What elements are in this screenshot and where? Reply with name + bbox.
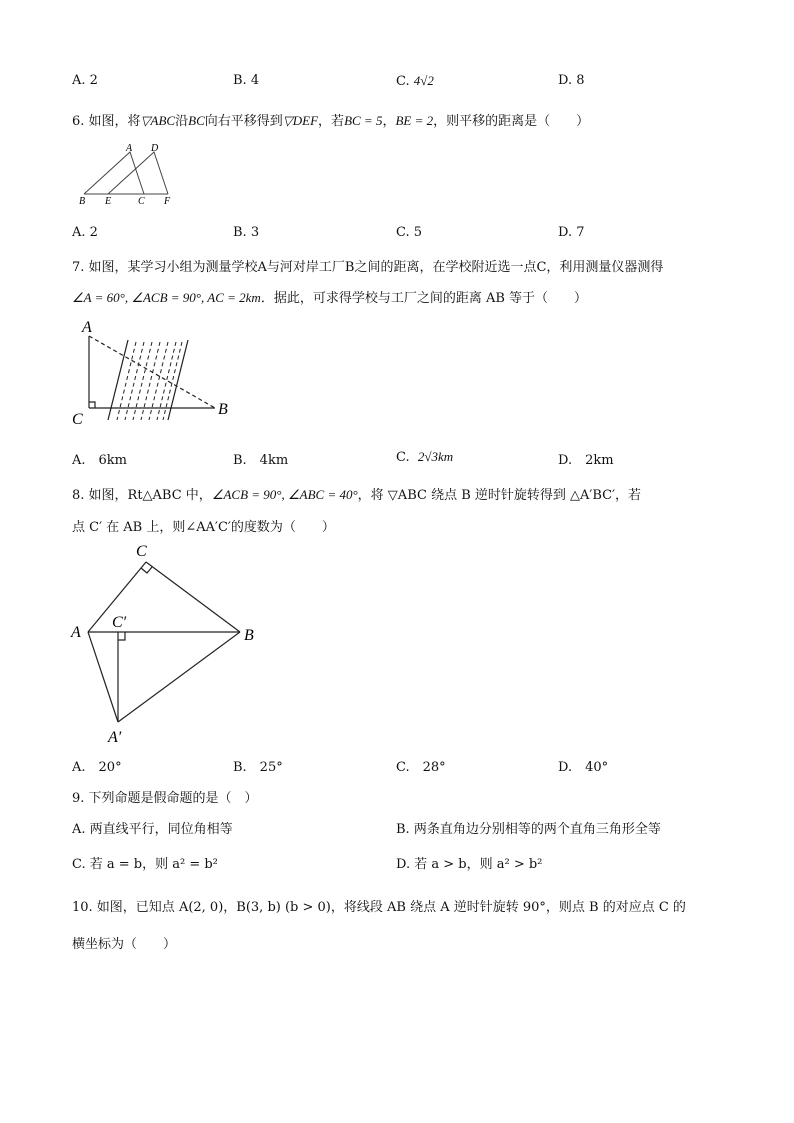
right-angle-mark-C (141, 567, 152, 573)
q6-option-b: B. 3 (233, 225, 260, 240)
q7-option-a: A. 6km (72, 453, 127, 468)
q7-option-d: D. 2km (558, 453, 614, 468)
q9-stem: 9. 下列命题是假命题的是（ ） (72, 791, 258, 806)
label-C: C (136, 543, 147, 560)
q10-stem-line1: 10. 如图，已知点 A(2, 0)，B(3, b) (b > 0)，将线段 AB 绕点 A 逆时针旋转 90°，则点 B 的对应点 C 的 (72, 900, 686, 915)
label-A: A (82, 319, 92, 336)
label-A-prime: A′ (108, 729, 122, 746)
q5-option-b: B. 4 (233, 73, 260, 88)
q5-option-c: C. 4√2 (396, 73, 434, 89)
q7-option-c: C. 2√3km (396, 449, 454, 465)
segment-AB-dashed (89, 336, 215, 408)
q6-option-d: D. 7 (558, 225, 585, 240)
q5-option-d: D. 8 (558, 73, 585, 88)
q6-option-c: C. 5 (396, 225, 423, 240)
q8-stem-line1: 8. 如图，Rt△ABC 中，∠ACB = 90°, ∠ABC = 40°，将 ▽ABC 绕点 B 逆时针旋转得到 △A′BC′，若 (72, 487, 642, 503)
q6-stem: 6. 如图，将▽ABC沿BC向右平移得到▽DEF，若BC = 5，BE = 2，则平移的距离是（ ） (72, 113, 590, 129)
label-E: E (105, 196, 112, 207)
label-B: B (79, 196, 86, 207)
q8-option-b: B. 25° (233, 760, 283, 775)
q9-option-c: C. 若 a = b，则 a² = b² (72, 857, 218, 872)
label-B: B (218, 401, 228, 418)
right-angle-mark (89, 402, 95, 408)
q10-stem-line2: 横坐标为（ ） (72, 937, 177, 952)
q6-option-a: A. 2 (72, 225, 98, 240)
label-A: A (126, 143, 133, 154)
label-C-prime: C′ (112, 614, 127, 631)
q8-option-d: D. 40° (558, 760, 609, 775)
q7-option-c-value: 2√3km (417, 449, 454, 464)
triangle-abc (84, 152, 144, 194)
q9-option-d: D. 若 a > b，则 a² > b² (396, 857, 543, 872)
label-A: A (71, 624, 81, 641)
q6-translation-diagram (74, 142, 184, 208)
q8-rotation-diagram (68, 540, 268, 746)
q8-stem-line2: 点 C′ 在 AB 上，则∠AA′C′的度数为（ ） (72, 520, 335, 535)
triangle-def (108, 152, 168, 194)
label-B: B (244, 627, 254, 644)
segment-A2B (118, 632, 240, 722)
q7-stem-line2: ∠A = 60°, ∠ACB = 90°, AC = 2km．据此，可求得学校与工厂之间的距离 AB 等于（ ） (72, 290, 588, 306)
label-D: D (151, 143, 159, 154)
label-C: C (72, 411, 83, 428)
q9-option-a: A. 两直线平行，同位角相等 (72, 822, 233, 837)
label-F: F (164, 196, 171, 207)
q5-option-c-value: 4√2 (413, 73, 434, 88)
q8-option-a: A. 20° (72, 760, 122, 775)
segment-CB (146, 562, 240, 632)
label-C: C (138, 196, 145, 207)
q5-option-a: A. 2 (72, 73, 98, 88)
right-angle-mark-C2 (118, 632, 125, 640)
q7-river-diagram (70, 316, 240, 428)
q7-stem-line1: 7. 如图，某学习小组为测量学校A与河对岸工厂B之间的距离，在学校附近选一点C，利用测量仪器测得 (72, 260, 664, 275)
q9-option-b: B. 两条直角边分别相等的两个直角三角形全等 (396, 822, 661, 837)
q8-option-c: C. 28° (396, 760, 446, 775)
segment-AA2 (88, 632, 118, 722)
q7-option-b: B. 4km (233, 453, 289, 468)
